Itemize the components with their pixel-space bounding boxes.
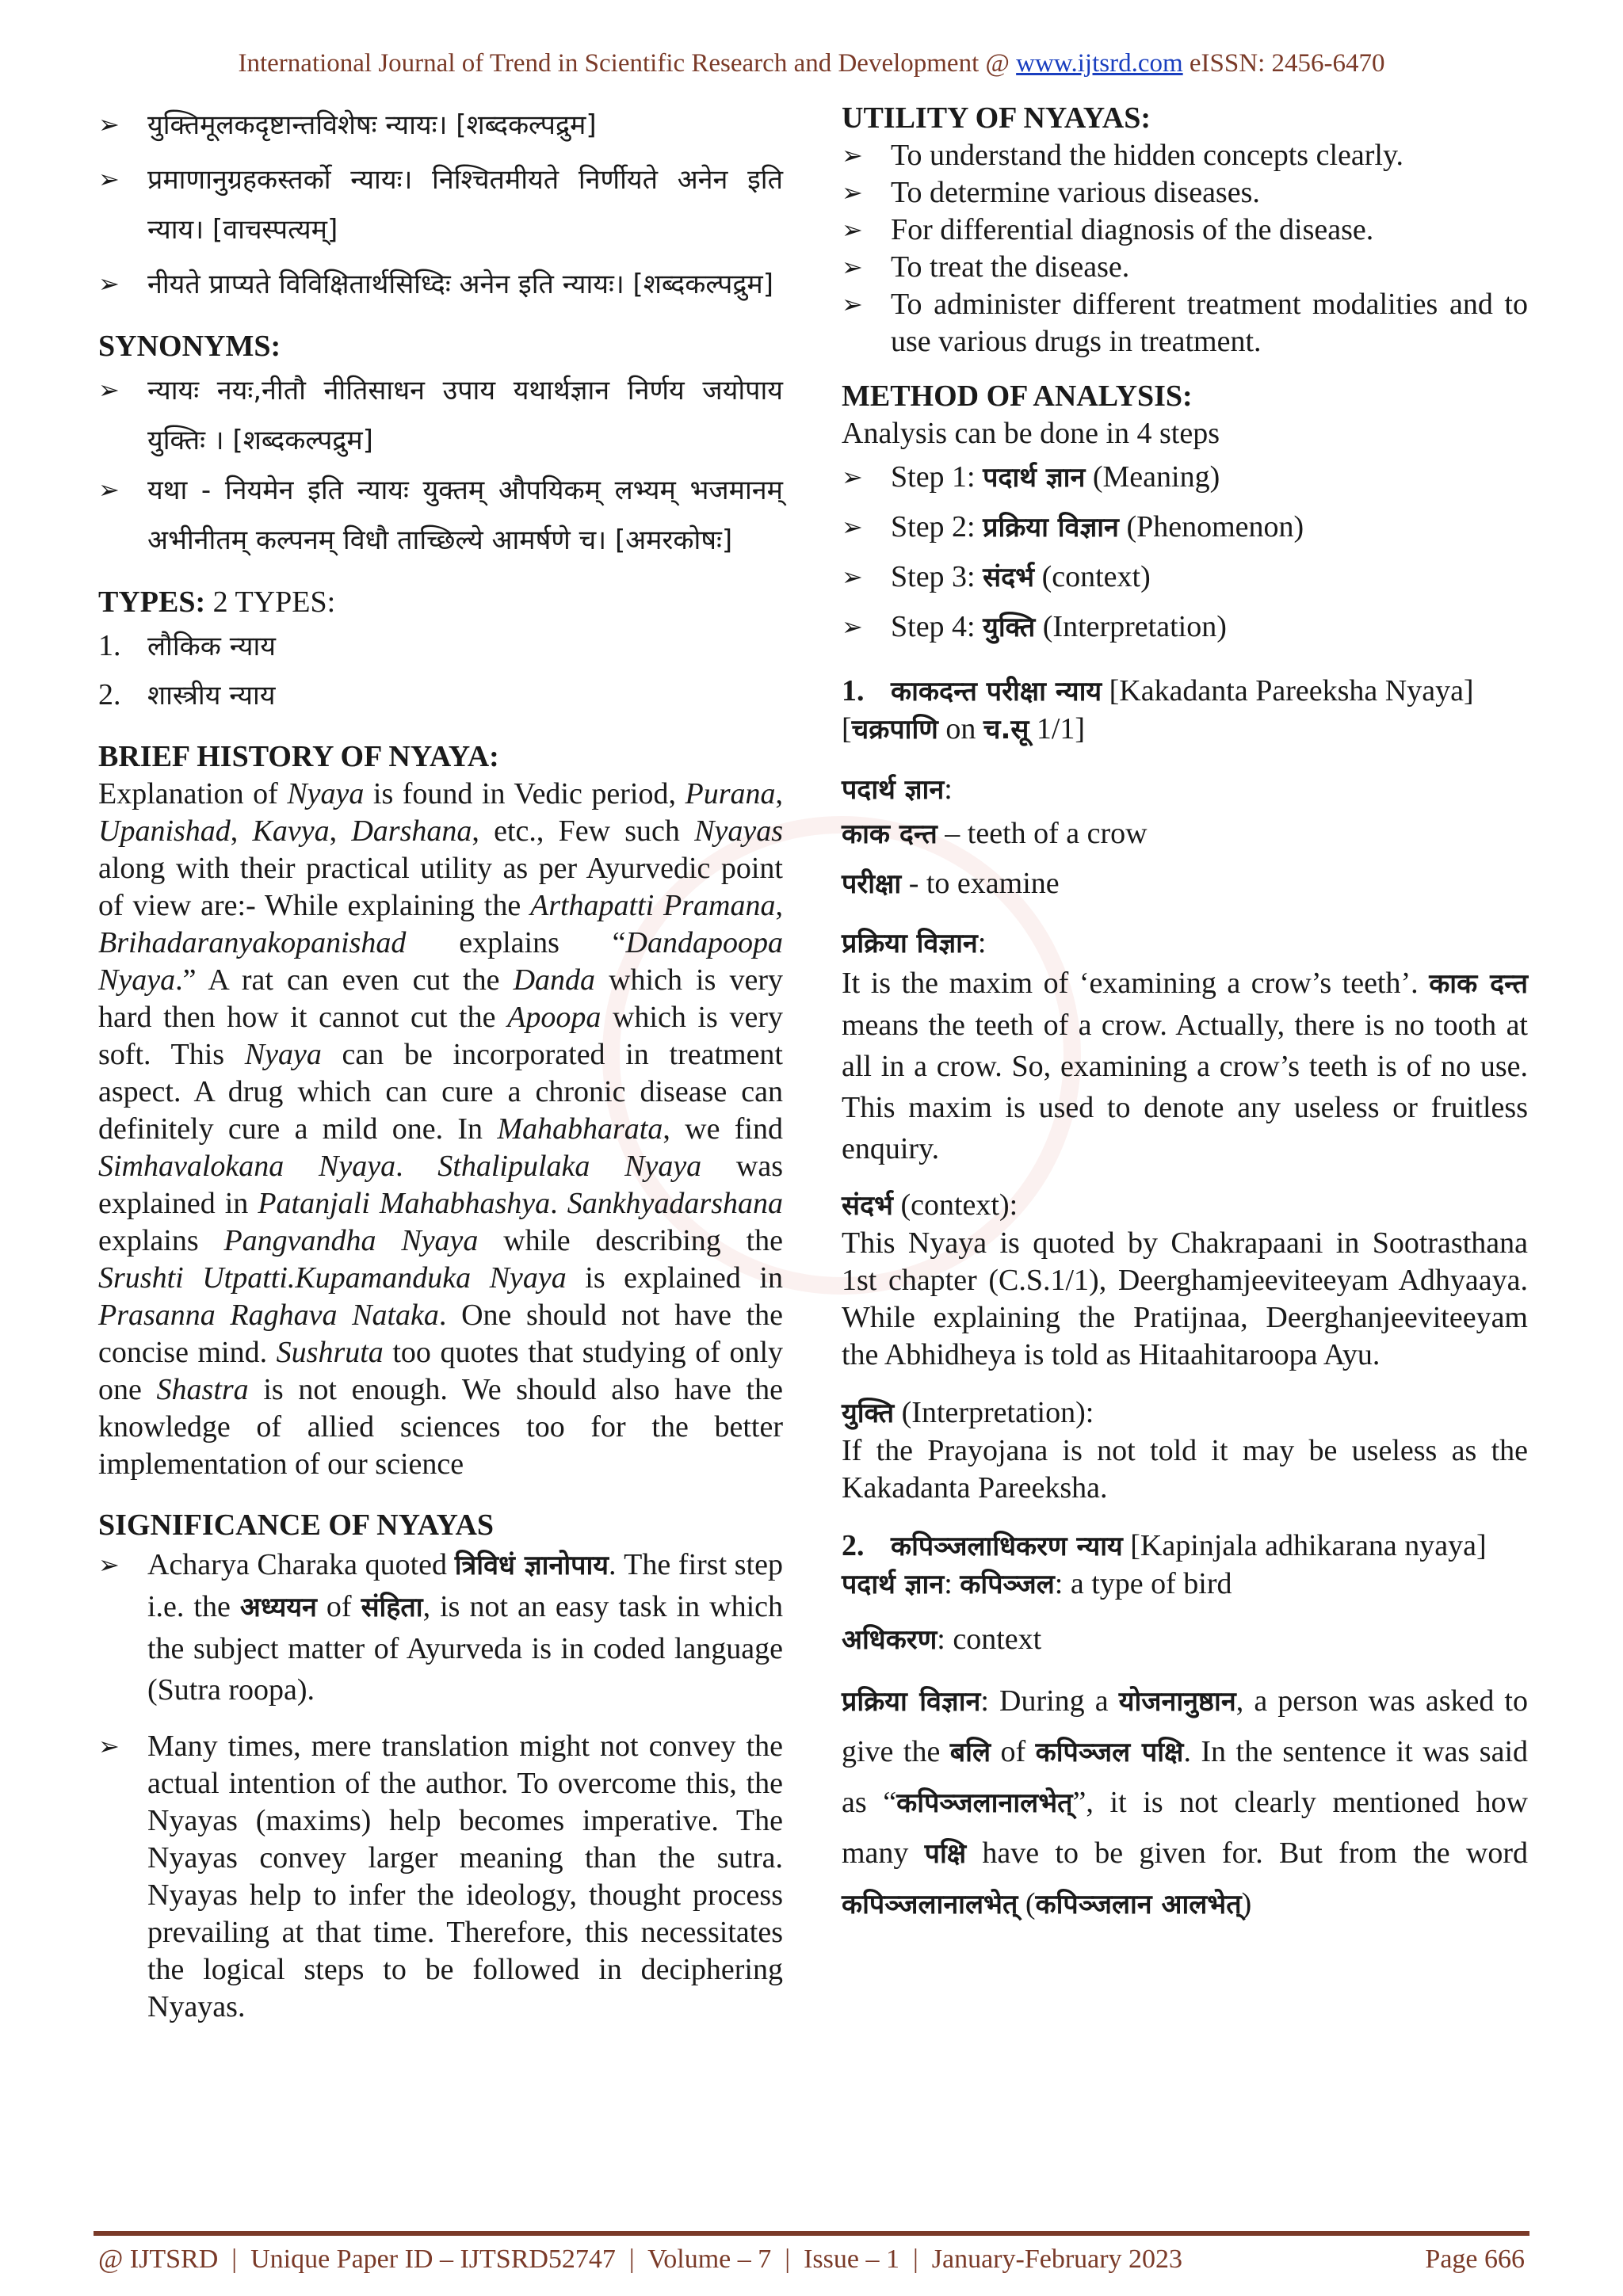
sandarbha-text: This Nyaya is quoted by Chakrapaani in Sootrasthana 1st chapter (C.S.1/1), Deerghamjeeviteeyam Adhyaaya. While explaining the Pratijnaa, Deerghanjeeviteeyam the Abhidheya is told as Hitaahitaroopa Ayu. (842, 1226, 1528, 1371)
synonyms-heading: SYNONYMS: (98, 330, 281, 363)
running-footer: @ IJTSRD | Unique Paper ID – IJTSRD52747 | Volume – 7 | Issue – 1 | January-February 2023 Page 666 (98, 2245, 1525, 2274)
utility-item: ➢ To administer different treatment modalities and to use various drugs in treatment. (842, 286, 1528, 360)
step-item: ➢ Step 4: युक्ति (Interpretation) (842, 602, 1528, 652)
yukti-label: युक्ति (Interpretation): (842, 1396, 1094, 1429)
significance-item: ➢ Acharya Charaka quoted त्रिविधं ज्ञानोपाय. The first step i.e. the अध्ययन of संहिता, is not an easy task in which the subject matter of Ayurveda is in coded language (Sutra roopa). (98, 1544, 783, 1711)
step-item: ➢ Step 3: संदर्भ (context) (842, 552, 1528, 602)
running-header: International Journal of Trend in Scientific Research and Development @ www.ijtsrd.com eISSN: 2456-6470 (238, 49, 1385, 78)
kaka-danta-line: काक दन्त – teeth of a crow (842, 817, 1148, 850)
utility-heading: UTILITY OF NYAYAS: (842, 101, 1151, 135)
yukti-text: If the Prayojana is not told it may be useless as the Kakadanta Pareeksha. (842, 1434, 1528, 1505)
nyaya-2-padartha: पदार्थ ज्ञान: कपिञ्जल: a type of bird (842, 1567, 1232, 1600)
sandarbha-label: संदर्भ (context): (842, 1188, 1018, 1222)
pariksha-line: परीक्षा - to examine (842, 867, 1060, 900)
step-item: ➢ Step 2: प्रक्रिया विज्ञान (Phenomenon) (842, 502, 1528, 552)
prakriya-vijnana-label: प्रक्रिया विज्ञान: (842, 926, 987, 959)
nyaya-2-prakriya: प्रक्रिया विज्ञान: During a योजनानुष्ठान, a person was asked to give the बलि of कपिञ्जल पक्षि. In the sentence it was said as “कपिञ्जलानालभेत्”, it is not clearly mentioned how many पक्षि have to be given for. But from the word कपिञ्जलानालभेत् (कपिञ्जलान आलभेत्) (842, 1684, 1529, 1920)
method-intro: Analysis can be done in 4 steps (842, 417, 1220, 450)
utility-item: ➢ For differential diagnosis of the disease. (842, 212, 1528, 249)
method-heading: METHOD OF ANALYSIS: (842, 379, 1193, 413)
padartha-jnana-label: पदार्थ ज्ञान: (842, 772, 953, 806)
significance-heading: SIGNIFICANCE OF NYAYAS (98, 1508, 495, 1542)
definition-item: ➢ नीयते प्राप्यते विविक्षितार्थसिध्दिः अनेन इति न्यायः। [शब्दकल्पद्रुम] (98, 259, 783, 309)
left-column (98, 95, 783, 2026)
utility-item: ➢ To understand the hidden concepts clearly. (842, 137, 1528, 174)
synonym-item: ➢ यथा - नियमेन इति न्यायः युक्तम् औपयिकम् लभ्यम् भजमानम् अभीनीतम् कल्पनम् विधौ ताच्छिल्ये आमर्षणे च। [अमरकोषः] (98, 465, 783, 565)
definition-item: ➢ प्रमाणानुग्रहकस्तर्को न्यायः। निश्चितमीयते निर्णीयते अनेन इति न्याय। [वाचस्पत्यम्] (98, 154, 783, 254)
right-column (842, 95, 1528, 1930)
significance-item: ➢ Many times, mere translation might not convey the actual intention of the author. To overcome this, the Nyayas (maxims) help becomes imperative. The Nyayas convey larger meaning than the sutra. Nyayas help to infer the ideology, thought process prevailing at that time. Therefore, this necessitates the logical steps to be followed in deciphering Nyayas. (98, 1728, 783, 2026)
nyaya-2-title: 2. कपिञ्जलाधिकरण न्याय [Kapinjala adhikarana nyaya] (842, 1529, 1487, 1562)
nyaya-1-title: 1. काकदन्त परीक्षा न्याय [Kakadanta Pareeksha Nyaya] (842, 674, 1474, 707)
type-item: 2. शास्त्रीय न्याय (98, 678, 276, 711)
page-number: Page 666 (1425, 2245, 1525, 2274)
type-item: 1. लौकिक न्याय (98, 629, 276, 662)
types-line: TYPES: 2 TYPES: (98, 585, 336, 619)
step-item: ➢ Step 1: पदार्थ ज्ञान (Meaning) (842, 452, 1528, 502)
utility-item: ➢ To determine various diseases. (842, 174, 1528, 212)
history-paragraph: Explanation of Nyaya is found in Vedic period, Purana, Upanishad, Kavya, Darshana, etc., Few such Nyayas along with their practical utility as per Ayurvedic point of view are:- While explaining the Arthapatti Pramana, Brihadaranyakopanishad explains “Dandapoopa Nyaya.” A rat can even cut the Danda which is very hard then how it cannot cut the Apoopa which is very soft. This Nyaya can be incorporated in treatment aspect. A drug which can cure a chronic disease can definitely cure a mild one. In Mahabharata, we find Simhavalokana Nyaya. Sthalipulaka Nyaya was explained in Patanjali Mahabhashya. Sankhyadarshana explains Pangvandha Nyaya while describing the Srushti Utpatti.Kupamanduka Nyaya is explained in Prasanna Raghava Nataka. One should not have the concise mind. Sushruta too quotes that studying of only one Shastra is not enough. We should also have the knowledge of allied sciences too for the better implementation of our science (98, 777, 784, 1481)
adhikarana-line: अधिकरण: context (842, 1623, 1042, 1656)
journal-link[interactable]: www.ijtsrd.com (1016, 49, 1183, 78)
utility-item: ➢ To treat the disease. (842, 249, 1528, 286)
footer-rule (94, 2231, 1529, 2236)
prakriya-vijnana-text: It is the maxim of ‘examining a crow’s teeth’. काक दन्त means the teeth of a crow. Actually, there is no tooth at all in a crow. So, examining a crow’s teeth is of no use. This maxim is used to denote any useless or fruitless enquiry. (842, 967, 1528, 1165)
definition-item: ➢ युक्तिमूलकदृष्टान्तविशेषः न्यायः। [शब्दकल्पद्रुम] (98, 100, 783, 150)
nyaya-1-reference: [चक्रपाणि on च.सू 1/1] (842, 712, 1086, 746)
synonym-item: ➢ न्यायः नयः,नीतौ नीतिसाधन उपाय यथार्थज्ञान निर्णय जयोपाय युक्तिः । [शब्दकल्पद्रुम] (98, 365, 783, 465)
history-heading: BRIEF HISTORY OF NYAYA: (98, 740, 499, 773)
